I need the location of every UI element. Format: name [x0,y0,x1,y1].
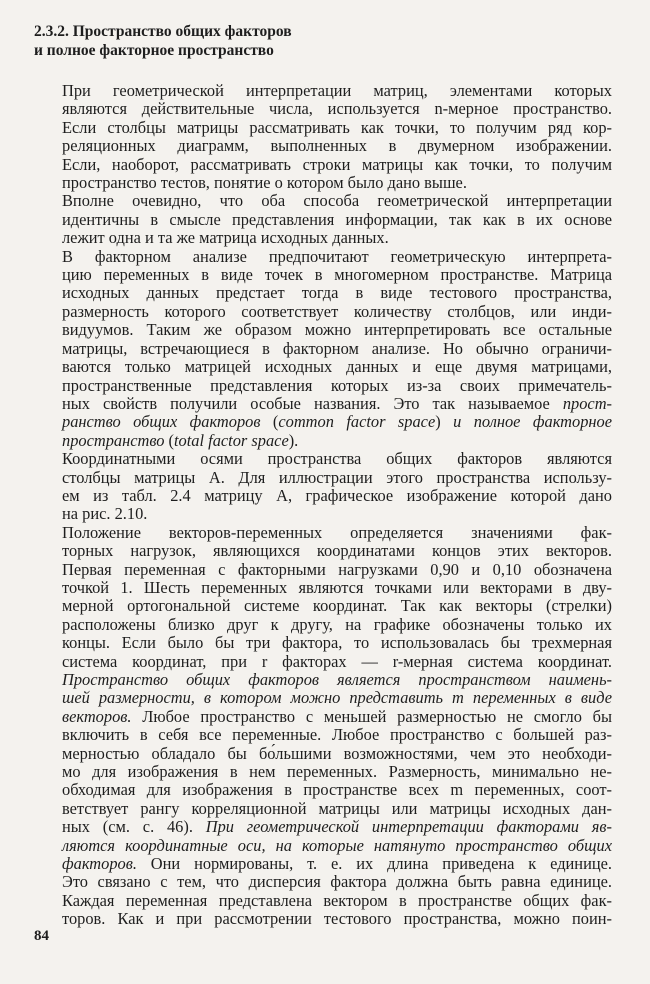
text-segment: ных (см. с. 46). [62,817,193,837]
section-heading [34,22,612,60]
text-line: точкой 1. Шесть переменных являются точками или векторами в дву- [62,577,612,597]
text-line: ранство общих факторов (common factor space) и полное факторное [62,412,612,432]
heading-line-1: 2.3.2. Пространство общих факторов [34,23,292,40]
text-line: ветствует рангу корреляционной матрицы или матрицы исходных дан- [62,798,612,818]
heading-line-2: и полное факторное пространство [34,42,274,59]
definition-italic: векторов. [62,706,132,726]
text-line: ем из табл. 2.4 матрицу А, графическое изображение которой дано [62,485,612,505]
term-total-factor-space-en: total factor space [174,430,289,450]
text-line: реляционных диаграмм, выполненных в двумерном изображении. [62,136,612,156]
paragraph-3 [34,248,612,450]
paragraph-1 [34,82,612,192]
text-line [34,837,612,855]
paragraph-4 [34,450,612,524]
text-segment: Они нормированы, т. е. их длина приведена к единице. [136,854,612,874]
text-line: видуумов. Таким же образом можно интерпретировать все остальные [62,320,612,340]
text-line: включить в себя все переменные. Любое пространство с большей раз- [62,725,612,745]
text-line: расположены близко друг к другу, на графике обозначены только их [62,614,612,634]
text-line: В факторном анализе предпочитают геометрическую интерпрета- [62,246,612,266]
body-text [34,82,612,929]
text-line: идентичны в смысле представления информации, так как в их основе [62,209,612,229]
text-line: ваются только матрицей исходных данных и еще двумя матрицами, [62,357,612,377]
text-line: матрицы, встречающиеся в факторном анализе. Но обычно ограничи- [62,338,612,358]
text-line: размерность которого соответствует количеству столбцов, или инди- [62,301,612,321]
text-line: система координат, при r факторах — r-мерная система координат. [62,651,612,671]
text-line: на рис. 2.10. [62,504,148,524]
text-line [34,708,612,726]
definition-italic: ляются координатные оси, на которые натянуто пространство общих [62,835,612,855]
text-line: Это связано с тем, что дисперсия фактора должна быть равна единице. [62,872,612,892]
text-line: являются действительные числа, используется n-мерное пространство. [62,99,612,119]
term-common-factor-space: ранство общих факторов [62,412,261,432]
text-line: цию переменных в виде точек в многомерном пространстве. Матрица [62,265,612,285]
term-total-factor-space: и полное факторное [453,412,612,432]
text-line: мерной ортогональной системе координат. Так как векторы (стрелки) [62,596,612,616]
page-content [34,22,612,929]
text-line: торных нагрузок, являющихся координатами концов этих векторов. [62,541,612,561]
term-common-factor-space-en: common factor space [278,412,436,432]
text-segment: Любое пространство с меньшей размерностью не смогло бы [131,706,612,726]
text-line: лежит одна и та же матрица исходных данных. [62,228,389,248]
text-line: пространство (total factor space). [62,430,299,450]
text-line: Координатными осями пространства общих факторов являются [62,449,612,469]
text-line: мо для изображения в нем переменных. Размерность, минимально не- [62,762,612,782]
paragraph-2 [34,192,612,247]
text-line: пространство тестов, понятие о котором было дано выше. [62,173,467,193]
text-line: Вполне очевидно, что оба способа геометрической интерпретации [62,191,612,211]
text-line: торов. Как и при рассмотрении тестового пространства, можно поин- [62,909,612,929]
text-line: концы. Если было бы три фактора, то использовалась бы трехмерная [62,633,612,653]
text-line: Если, наоборот, рассматривать строки матрицы как точки, то получим [62,154,612,174]
text-line: При геометрической интерпретации матриц, элементами которых [62,81,612,100]
text-line: обходимая для изображения в пространстве всех m переменных, соот- [62,780,612,800]
text-segment: ных свойств получили особые названия. Это так называемое [62,393,550,413]
term-common-factor-space-prefix: прост- [562,393,612,413]
text-line [34,855,612,873]
page-number: 84 [34,928,49,944]
definition-italic: При геометрической интерпретации факторами яв- [205,817,612,837]
text-line: столбцы матрицы А. Для иллюстрации этого пространства использу- [62,467,612,487]
paragraph-5 [34,524,612,929]
term-total-factor-space-word: пространство [62,430,165,450]
text-line: исходных данных предстает тогда в виде тестового пространства, [62,283,612,303]
text-line: пространственные представления которых из-за своих примечатель- [62,375,612,395]
text-line: Первая переменная с факторными нагрузками 0,90 и 0,10 обозначена [62,559,612,579]
text-line: Если столбцы матрицы рассматривать как точки, то получим ряд кор- [62,117,612,137]
text-line [34,671,612,689]
text-line [34,818,612,836]
text-line [34,689,612,707]
text-line: Положение векторов-переменных определяется значениями фак- [62,522,612,542]
text-line: мерностью обладало бы бо́льшими возможностями, чем это необходи- [62,743,612,763]
definition-italic: шей размерности, в котором можно представить m переменных в виде [62,688,612,708]
text-line [34,395,612,413]
text-line: Каждая переменная представлена вектором в пространстве общих фак- [62,890,612,910]
definition-italic: Пространство общих факторов является пространством наимень- [62,670,612,689]
definition-italic: факторов. [62,854,137,874]
